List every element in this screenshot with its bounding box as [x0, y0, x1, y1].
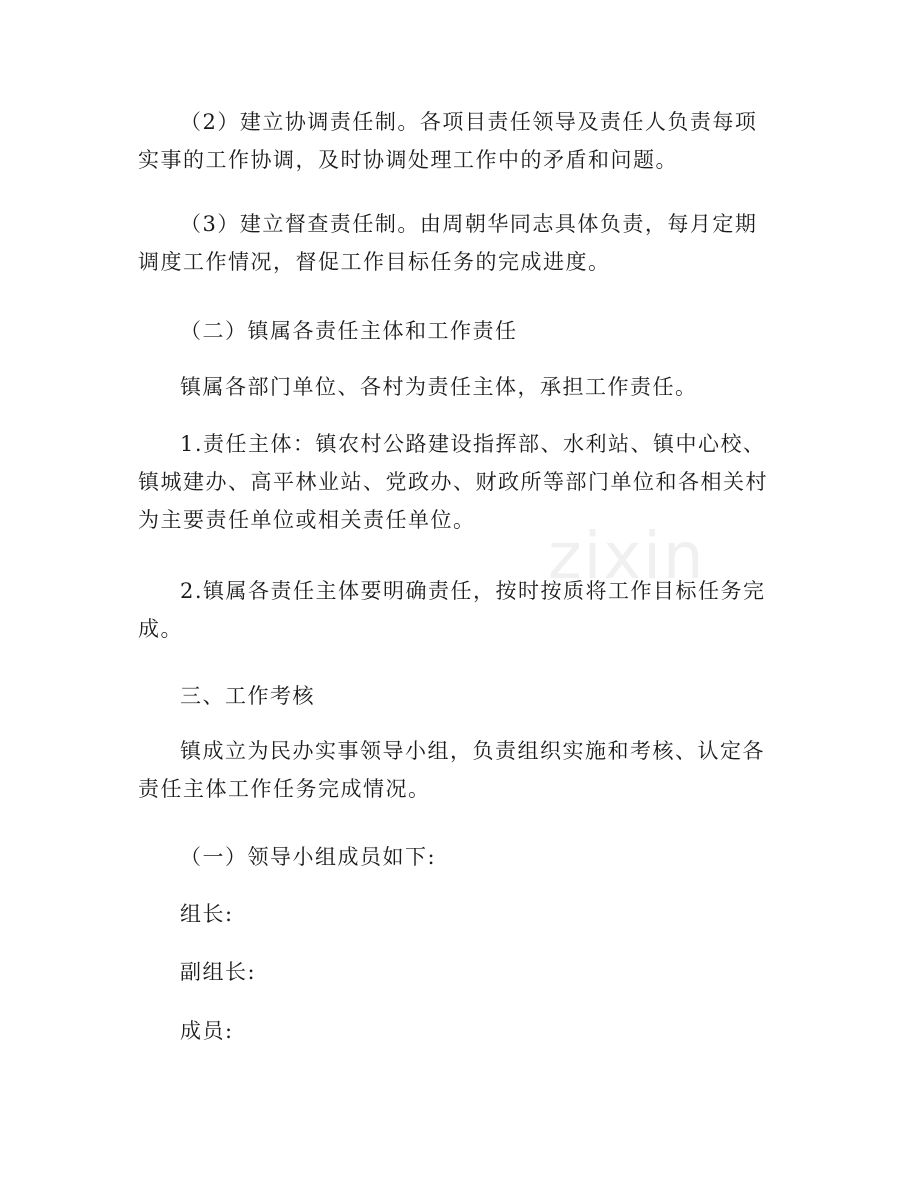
paragraph-clarify-responsibility: 2.镇属各责任主体要明确责任，按时按质将工作目标任务完成。	[138, 579, 766, 641]
paragraph-coordination-responsibility: （2）建立协调责任制。各项目责任领导及责任人负责每项实事的工作协调，及时协调处理工作中的矛盾和问题。	[138, 110, 758, 172]
paragraph-members: 成员:	[180, 1019, 234, 1043]
paragraph-heading-assessment: 三、工作考核	[180, 684, 315, 708]
watermark: zixin	[548, 520, 706, 594]
paragraph-group-leader: 组长:	[180, 902, 234, 926]
paragraph-leading-group: 镇成立为民办实事领导小组，负责组织实施和考核、认定各责任主体工作任务完成情况。	[138, 739, 765, 801]
paragraph-heading-members: （一）领导小组成员如下:	[180, 845, 437, 869]
paragraph-deputy-leader: 副组长:	[180, 960, 257, 984]
paragraph-heading-town-subjects: （二）镇属各责任主体和工作责任	[180, 319, 518, 343]
paragraph-responsibility-subjects: 1.责任主体：镇农村公路建设指挥部、水利站、镇中心校、镇城建办、高平林业站、党政办、财政所等部门单位和各相关村为主要责任单位或相关责任单位。	[138, 432, 768, 532]
paragraph-supervision-responsibility: （3）建立督查责任制。由周朝华同志具体负责，每月定期调度工作情况，督促工作目标任务的完成进度。	[138, 212, 758, 274]
paragraph-town-departments: 镇属各部门单位、各村为责任主体，承担工作责任。	[180, 375, 698, 399]
